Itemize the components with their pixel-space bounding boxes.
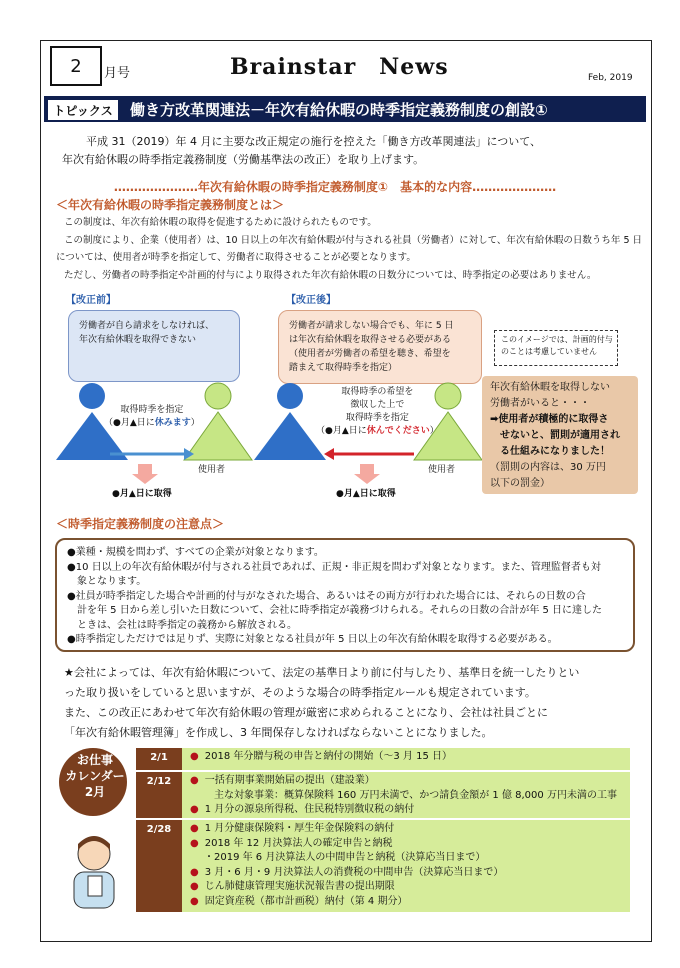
intro-line-1: 平成 31（2019）年 4 月に主要な改正規定の施行を控えた「働き方改革関連法」について、	[86, 135, 542, 148]
employer-head-icon	[205, 383, 231, 409]
take-date: ●月▲日に取得	[112, 489, 172, 499]
worker-head-icon	[277, 383, 303, 409]
note-box: このイメージでは、計画的付与 のことは考慮していません	[494, 330, 618, 366]
worker-head-icon	[79, 383, 105, 409]
what-is-line: この制度により、企業（使用者）は、10 日以上の年次有給休暇が付与される社員（労働者）に対して、年次有給休暇の日数うち年 5 日	[64, 235, 643, 246]
penalty-box: 年次有給休暇を取得しない 労働者がいると・・・ ➡使用者が積極的に取得さ せないと、罰則が適用され る仕組みになりました！ （罰則の内容は、30 万円 以下の罰金）	[482, 376, 638, 494]
down-arrow-icon	[360, 464, 374, 474]
issue-date: Feb, 2019	[588, 73, 633, 83]
calendar-date: 2/28	[136, 820, 182, 912]
what-is-line: ただし、労働者の時季指定や計画的付与により取得された年次有給休暇の日数分については、時季指定の必要はありません。	[64, 270, 597, 281]
what-is-line: この制度は、年次有給休暇の取得を促進するために設けられたものです。	[64, 217, 377, 228]
calendar-row: ● 一括有期事業開始届の提出（建設業） 主な対象事業：概算保険料 160 万円未満で、かつ請負金額が 1 億 8,000 万円未満の工事 ● 1 月分の源泉所得税、住民税特別徴収税の納付	[182, 772, 630, 818]
closing-line: 「年次有給休暇管理簿」を作成し、3 年間保存しなければならないことになりました。	[64, 726, 493, 739]
calendar-date: 2/1	[136, 748, 182, 770]
closing-line: ★会社によっては、年次有給休暇について、法定の基準日より前に付与したり、基準日を統一したりとい	[64, 666, 580, 679]
section-title: …………………年次有給休暇の時季指定義務制度① 基本的な内容…………………	[113, 180, 557, 194]
before-label: 【改正前】	[66, 295, 116, 306]
down-arrow-icon	[138, 464, 152, 474]
employer-label: 使用者	[428, 465, 456, 475]
calendar-row: ● 2018 年分贈与税の申告と納付の開始（～3 月 15 日）	[182, 748, 630, 770]
worker-label: 労働者	[270, 465, 298, 475]
what-is-line: については、使用者が時季を指定して、労働者に取得させることが必要となります。	[56, 252, 416, 263]
notice-box: ●業種・規模を問わず、すべての企業が対象となります。 ●10 日以上の年次有給休暇が付与される社員であれば、正規・非正規を問わず対象となります。また、管理監督者も対 象となります。 ●社員が時季指定した場合や計画的付与がなされた場合、あるいはその両方が行われた場合には、それらの日数の合 計を年 5 日から差し引いた日数について、会社に時季指定が義務づけられる。それらの日数の合計が年 5 日に達した ときは、会社は時季指定の義務から解放される。 ●時季指定しただけでは足りず、実際に対象となる社員が年 5 日以上の年次有給休暇を取得する必要がある。	[55, 538, 635, 652]
what-is-heading: ＜年次有給休暇の時季指定義務制度とは＞	[56, 198, 285, 212]
after-bubble: 労働者が請求しない場合でも、年に 5 日 は年次有給休暇を取得させる必要がある （使用者が労働者の希望を聴き、希望を 踏まえて取得時季を指定）	[278, 310, 482, 384]
after-arrow-text: 取得時季の希望を 徴収した上で 取得時季を指定 （●月▲日に休んでください）	[316, 387, 439, 436]
month-number: 2	[50, 46, 102, 86]
office-worker-illustration	[58, 832, 130, 912]
employer-head-icon	[435, 383, 461, 409]
calendar-label: お仕事 カレンダー 2月	[65, 753, 125, 799]
take-date: ●月▲日に取得	[336, 489, 396, 499]
before-bubble: 労働者が自ら請求をしなければ、 年次有給休暇を取得できない	[68, 310, 240, 382]
worker-label: 労働者	[72, 465, 100, 475]
after-label: 【改正後】	[286, 295, 336, 306]
topic-title: 働き方改革関連法－年次有給休暇の時季指定義務制度の創設①	[130, 101, 548, 119]
intro-line-2: 年次有給休暇の時季指定義務制度（労働基準法の改正）を取り上げます。	[62, 153, 425, 166]
month-suffix: 月号	[104, 66, 131, 81]
employer-label: 使用者	[198, 465, 226, 475]
calendar-date: 2/12	[136, 772, 182, 818]
notice-heading: ＜時季指定義務制度の注意点＞	[56, 517, 225, 531]
topic-label: トピックス	[47, 99, 119, 121]
newsletter-title: Brainstar News	[230, 54, 449, 80]
closing-line: った取り扱いをしていると思いますが、そのような場合の時季指定ルールも規定されています。	[64, 686, 536, 699]
closing-line: また、この改正にあわせて年次有給休暇の管理が厳密に求められることになり、会社は社員ごとに	[64, 706, 548, 719]
calendar-row: ● 1 月分健康保険料・厚生年金保険料の納付 ● 2018 年 12 月決算法人の確定申告と納税 ・2019 年 6 月決算法人の中間申告と納税（決算応当日まで） ● 3 月・6 月・9 月決算法人の消費税の中間申告（決算応当日まで） ● じん肺健康管理実施状況報告書の提出期限 ● 固定資産税（都市計画税）納付（第 4 期分）	[182, 820, 630, 912]
before-arrow-text: 取得時季を指定 （●月▲日に休みます）	[104, 405, 200, 428]
